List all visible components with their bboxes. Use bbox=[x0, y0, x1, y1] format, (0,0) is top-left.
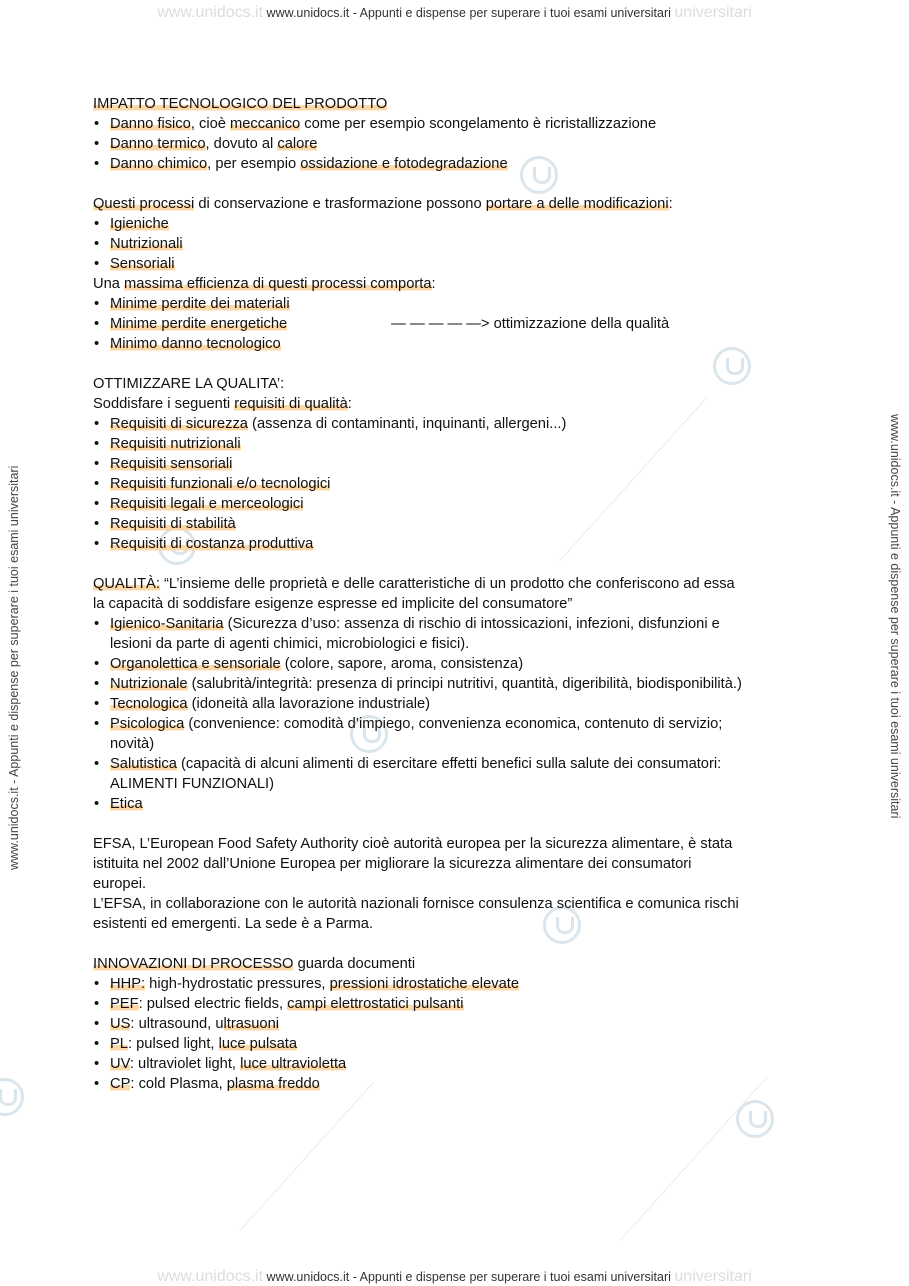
list-item: • Requisiti di stabilità bbox=[93, 514, 853, 534]
paragraph-line: Soddisfare i seguenti requisiti di qualità: bbox=[93, 396, 352, 412]
quality-definition: QUALITÀ: “L’insieme delle proprietà e delle caratteristiche di un prodotto che conferiscono ad essa bbox=[93, 576, 735, 592]
list-item-continuation: ALIMENTI FUNZIONALI) bbox=[110, 776, 275, 792]
list-item: • Nutrizionali bbox=[93, 234, 853, 254]
list-item: • Igieniche bbox=[93, 214, 853, 234]
list-item: • Tecnologica (idoneità alla lavorazione industriale) bbox=[93, 694, 853, 714]
section-title-impatto: IMPATTO TECNOLOGICO DEL PRODOTTO bbox=[93, 96, 388, 112]
list-item: • Danno chimico, per esempio ossidazione e fotodegradazione bbox=[93, 154, 853, 174]
list-item: • Organolettica e sensoriale (colore, sapore, aroma, consistenza) bbox=[93, 654, 853, 674]
list-item: • Requisiti sensoriali bbox=[93, 454, 853, 474]
watermark-ghost-left: www.unidocs.it bbox=[157, 1268, 264, 1285]
list-item-continuation: lesioni da parte di agenti chimici, microbiologici e fisici). bbox=[110, 636, 470, 652]
section-title-ottimizzare: OTTIMIZZARE LA QUALITA’: bbox=[93, 376, 285, 392]
list-item: • Minimo danno tecnologico bbox=[93, 334, 853, 354]
paragraph-line: esistenti ed emergenti. La sede è a Parma. bbox=[93, 916, 374, 932]
watermark-side-left: www.unidocs.it - Appunti e dispense per superare i tuoi esami universitari bbox=[7, 465, 21, 870]
list-item-continuation: novità) bbox=[110, 736, 155, 752]
watermark-logo-icon bbox=[0, 1078, 24, 1116]
document-body bbox=[93, 94, 853, 1094]
section-title-innovazioni: INNOVAZIONI DI PROCESSO guarda documenti bbox=[93, 956, 416, 972]
list-item: • Psicologica (convenience: comodità d’impiego, convenienza economica, contenuto di servizio; bbox=[93, 714, 853, 734]
list-item: • Requisiti funzionali e/o tecnologici bbox=[93, 474, 853, 494]
list-item: • Requisiti nutrizionali bbox=[93, 434, 853, 454]
arrow-note: — — — — —> ottimizzazione della qualità bbox=[391, 316, 670, 332]
list-item: • Requisiti di costanza produttiva bbox=[93, 534, 853, 554]
watermark-side-right: www.unidocs.it - Appunti e dispense per superare i tuoi esami universitari bbox=[888, 414, 902, 819]
watermark-footer bbox=[0, 1268, 909, 1286]
quality-definition: la capacità di soddisfare esigenze espresse ed implicite del consumatore” bbox=[93, 596, 573, 612]
list-item: • Danno termico, dovuto al calore bbox=[93, 134, 853, 154]
list-item: • Requisiti legali e merceologici bbox=[93, 494, 853, 514]
watermark-header-text: www.unidocs.it - Appunti e dispense per superare i tuoi esami universitari bbox=[266, 6, 671, 20]
list-item: • PL: pulsed light, luce pulsata bbox=[93, 1034, 853, 1054]
list-item: • Salutistica (capacità di alcuni alimenti di esercitare effetti benefici sulla salute dei consumatori: bbox=[93, 754, 853, 774]
list-item: • Nutrizionale (salubrità/integrità: presenza di principi nutritivi, quantità, digeribilità, biodisponibilità.) bbox=[93, 674, 853, 694]
paragraph-line: L’EFSA, in collaborazione con le autorità nazionali fornisce consulenza scientifica e comunica rischi bbox=[93, 896, 739, 912]
watermark-footer-text: www.unidocs.it - Appunti e dispense per superare i tuoi esami universitari bbox=[266, 1270, 671, 1284]
list-item: • Minime perdite dei materiali bbox=[93, 294, 853, 314]
list-item: • Igienico-Sanitaria (Sicurezza d’uso: assenza di rischio di intossicazioni, infezioni, disfunzioni e bbox=[93, 614, 853, 634]
watermark-ghost-left: www.unidocs.it bbox=[157, 4, 264, 21]
list-item: • CP: cold Plasma, plasma freddo bbox=[93, 1074, 853, 1094]
watermark-stroke bbox=[240, 1082, 375, 1231]
paragraph-line: EFSA, L’European Food Safety Authority cioè autorità europea per la sicurezza alimentare, è stata bbox=[93, 836, 733, 852]
paragraph-line: istituita nel 2002 dall’Unione Europea per migliorare la sicurezza alimentare dei consumatori bbox=[93, 856, 692, 872]
list-item: • PEF: pulsed electric fields, campi elettrostatici pulsanti bbox=[93, 994, 853, 1014]
paragraph-line: Una massima efficienza di questi processi comporta: bbox=[93, 276, 436, 292]
watermark-ghost-right: universitari bbox=[674, 1268, 752, 1285]
paragraph-line: europei. bbox=[93, 876, 147, 892]
list-item: • Danno fisico, cioè meccanico come per esempio scongelamento è ricristallizzazione bbox=[93, 114, 853, 134]
list-item: • Sensoriali bbox=[93, 254, 853, 274]
watermark-header bbox=[0, 4, 909, 22]
list-item: • Minime perdite energetiche — — — — —> ottimizzazione della qualità bbox=[93, 314, 853, 334]
list-item: • Requisiti di sicurezza (assenza di contaminanti, inquinanti, allergeni...) bbox=[93, 414, 853, 434]
list-item: • UV: ultraviolet light, luce ultravioletta bbox=[93, 1054, 853, 1074]
watermark-ghost-right: universitari bbox=[674, 4, 752, 21]
watermark-stroke bbox=[620, 1077, 768, 1241]
paragraph-line: Questi processi di conservazione e trasformazione possono portare a delle modificazioni: bbox=[93, 196, 673, 212]
list-item: • HHP: high-hydrostatic pressures, pressioni idrostatiche elevate bbox=[93, 974, 853, 994]
list-item: • US: ultrasound, ultrasuoni bbox=[93, 1014, 853, 1034]
list-item: • Etica bbox=[93, 794, 853, 814]
